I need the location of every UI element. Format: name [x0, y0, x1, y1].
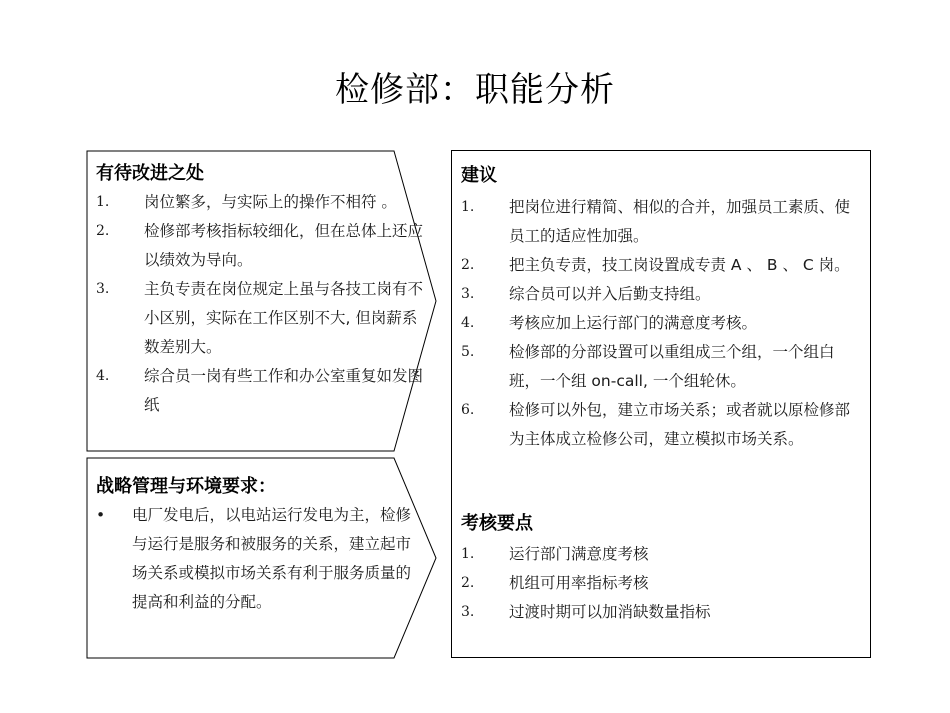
- list-item-number: 3.: [96, 281, 110, 297]
- list-item-number: 2.: [461, 257, 475, 273]
- list-item-text: 综合员一岗有些工作和办公室重复如发图纸: [144, 367, 424, 414]
- list-item-text: 过渡时期可以加消缺数量指标: [509, 603, 711, 621]
- list-item-number: 3.: [461, 286, 475, 302]
- list-item-text: 考核应加上运行部门的满意度考核。: [509, 314, 758, 332]
- list-item-number: •: [96, 506, 106, 524]
- list-item-text: 把岗位进行精简、相似的合并，加强员工素质、使员工的适应性加强。: [509, 198, 851, 245]
- list-item: [461, 396, 861, 454]
- suggest-heading: 建议: [461, 165, 497, 186]
- list-item-text: 综合员可以并入后勤支持组。: [509, 285, 711, 303]
- list-item: [461, 540, 861, 569]
- list-item-number: 4.: [96, 368, 110, 384]
- list-item-text: 检修部考核指标较细化，但在总体上还应以绩效为导向。: [144, 222, 424, 269]
- list-item: [461, 338, 861, 396]
- list-item-text: 机组可用率指标考核: [509, 574, 649, 592]
- list-item: [461, 569, 861, 598]
- list-item-text: 电厂发电后，以电站运行发电为主，检修与运行是服务和被服务的关系，建立起市场关系或模拟市场关系有利于服务质量的提高和利益的分配。: [132, 506, 412, 611]
- list-item: [96, 501, 412, 617]
- improve-list: [96, 188, 426, 420]
- assess-heading: 考核要点: [461, 513, 533, 534]
- list-item: [461, 309, 861, 338]
- list-item: [96, 362, 426, 420]
- list-item-number: 1.: [461, 546, 475, 562]
- list-item-text: 主负专责在岗位规定上虽与各技工岗有不小区别，实际在工作区别不大, 但岗薪系数差别大。: [144, 280, 424, 356]
- list-item-number: 5.: [461, 344, 475, 360]
- suggest-panel: [451, 150, 871, 658]
- list-item: [461, 598, 861, 627]
- list-item-number: 6.: [461, 402, 475, 418]
- strategy-heading: 战略管理与环境要求：: [96, 476, 276, 497]
- list-item-text: 运行部门满意度考核: [509, 545, 649, 563]
- list-item-number: 4.: [461, 315, 475, 331]
- list-item: [96, 275, 426, 362]
- list-item: [461, 280, 861, 309]
- page-title: 检修部：职能分析: [335, 70, 615, 110]
- list-item: [461, 193, 861, 251]
- strategy-panel: [86, 457, 438, 659]
- list-item-text: 把主负专责，技工岗设置成专责 A 、 B 、 C 岗。: [509, 256, 850, 274]
- list-item-number: 2.: [461, 575, 475, 591]
- list-item-text: 岗位繁多，与实际上的操作不相符 。: [144, 193, 397, 211]
- list-item: [461, 251, 861, 280]
- improve-heading: 有待改进之处: [96, 163, 204, 184]
- strategy-list: [96, 501, 412, 617]
- improve-panel: [86, 150, 438, 452]
- list-item: [96, 188, 426, 217]
- assess-list: [461, 540, 861, 627]
- list-item-text: 检修可以外包，建立市场关系；或者就以原检修部为主体成立检修公司，建立模拟市场关系。: [509, 401, 851, 448]
- list-item-number: 3.: [461, 604, 475, 620]
- list-item-number: 2.: [96, 223, 110, 239]
- suggest-list: [461, 193, 861, 454]
- list-item-number: 1.: [461, 199, 475, 215]
- list-item: [96, 217, 426, 275]
- list-item-number: 1.: [96, 194, 110, 210]
- list-item-text: 检修部的分部设置可以重组成三个组，一个组白班，一个组 on-call, 一个组轮休。: [509, 343, 835, 390]
